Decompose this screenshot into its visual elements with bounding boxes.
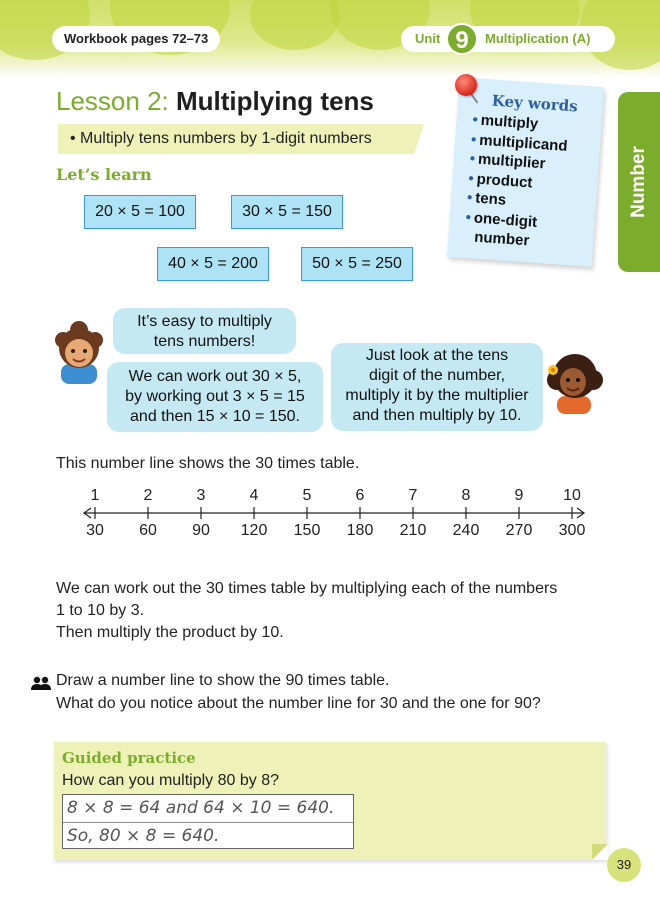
section-tab [618, 92, 660, 272]
key-word-item: • one-digit [465, 208, 538, 231]
number-line-bottom-label: 210 [399, 522, 427, 539]
text-line: 1 to 10 by 3. [56, 602, 145, 619]
explanation-text: Then multiply the product by 10. [56, 624, 284, 641]
speech-line: Just look at the tens [365, 347, 509, 364]
speech-line: digit of the number, [368, 367, 506, 384]
speech-line: and then 15 × 10 = 150. [130, 408, 300, 425]
speech-line: by working out 3 × 5 = 15 [125, 388, 305, 405]
lesson-title [56, 86, 374, 117]
unit-number: 9 [446, 23, 478, 55]
key-words-note [447, 77, 604, 267]
key-words-title: Key words [491, 91, 579, 116]
number-line-top-label: 2 [143, 487, 153, 504]
key-word-item: • product [467, 169, 533, 191]
workbook-reference: Workbook pages 72–73 [52, 26, 220, 52]
guided-practice-answer [62, 794, 354, 849]
section-tab-label: Number [628, 146, 649, 218]
number-line-top-label: 3 [196, 487, 206, 504]
guided-practice-question: How can you multiply 80 by 8? [62, 772, 279, 789]
number-line [0, 480, 660, 550]
unit-label: Unit [415, 31, 441, 46]
guided-practice-title: Guided practice [62, 749, 196, 767]
unit-badge [401, 26, 615, 52]
speech-line: and then multiply by 10. [352, 407, 522, 424]
lesson-objective: • Multiply tens numbers by 1-digit numbers [58, 124, 414, 154]
key-word-item: • multiplicand [470, 130, 569, 155]
equation-box: 30 × 5 = 150 [231, 195, 343, 229]
lesson-prefix: Lesson 2: [56, 86, 169, 116]
number-line-top-label: 7 [408, 487, 418, 504]
text-line: We can work out the 30 times table by multiplying each of the numbers [56, 580, 558, 597]
page-curl [592, 844, 608, 860]
lesson-name: Multiplying tens [175, 86, 374, 116]
key-word-item: number [473, 228, 530, 250]
explanation-text [56, 578, 557, 622]
page-number: 39 [607, 848, 641, 882]
speech-bubble [113, 308, 296, 354]
number-line-bottom-label: 180 [346, 522, 374, 539]
boy-character-icon [51, 320, 107, 384]
number-line-top-label: 4 [249, 487, 259, 504]
equation-box: 20 × 5 = 100 [84, 195, 196, 229]
number-line-bottom-label: 300 [558, 522, 586, 539]
number-line-top-label: 6 [355, 487, 365, 504]
speech-line: We can work out 30 × 5, [128, 368, 302, 385]
speech-bubble [331, 343, 543, 431]
number-line-top-label: 5 [302, 487, 312, 504]
pair-work-icon [31, 676, 51, 690]
number-line-bottom-label: 150 [293, 522, 321, 539]
equation-box: 40 × 5 = 200 [157, 247, 269, 281]
number-line-caption: This number line shows the 30 times table. [56, 455, 360, 472]
number-line-bottom-label: 270 [505, 522, 533, 539]
key-word-item: • multiplier [469, 150, 546, 173]
number-line-top-label: 8 [461, 487, 471, 504]
number-line-top-label: 1 [90, 487, 100, 504]
equation-box: 50 × 5 = 250 [301, 247, 413, 281]
lets-learn-heading: Let’s learn [56, 165, 152, 184]
guided-practice-panel [54, 742, 606, 860]
unit-title: Multiplication (A) [485, 31, 591, 46]
speech-line: multiply it by the multiplier [345, 387, 529, 404]
answer-line: So, 80 × 8 = 640. [63, 822, 353, 849]
speech-line: tens numbers! [153, 333, 256, 350]
number-line-top-label: 10 [563, 487, 581, 504]
key-word-item: • multiply [471, 111, 539, 133]
speech-line: It’s easy to multiply [137, 313, 272, 330]
girl-character-icon [543, 350, 603, 414]
task-text: Draw a number line to show the 90 times table. [56, 672, 390, 689]
number-line-bottom-label: 240 [452, 522, 480, 539]
pushpin-icon [455, 74, 477, 96]
number-line-top-label: 9 [514, 487, 524, 504]
number-line-bottom-label: 90 [192, 522, 210, 539]
answer-line: 8 × 8 = 64 and 64 × 10 = 640. [67, 798, 335, 818]
page-header [0, 0, 660, 78]
key-word-item: • tens [466, 189, 507, 209]
number-line-bottom-label: 30 [86, 522, 104, 539]
number-line-bottom-label: 120 [240, 522, 268, 539]
speech-bubble [107, 362, 323, 432]
decor-blob [250, 0, 340, 50]
number-line-bottom-label: 60 [139, 522, 157, 539]
task-text: What do you notice about the number line for 30 and the one for 90? [56, 695, 541, 712]
